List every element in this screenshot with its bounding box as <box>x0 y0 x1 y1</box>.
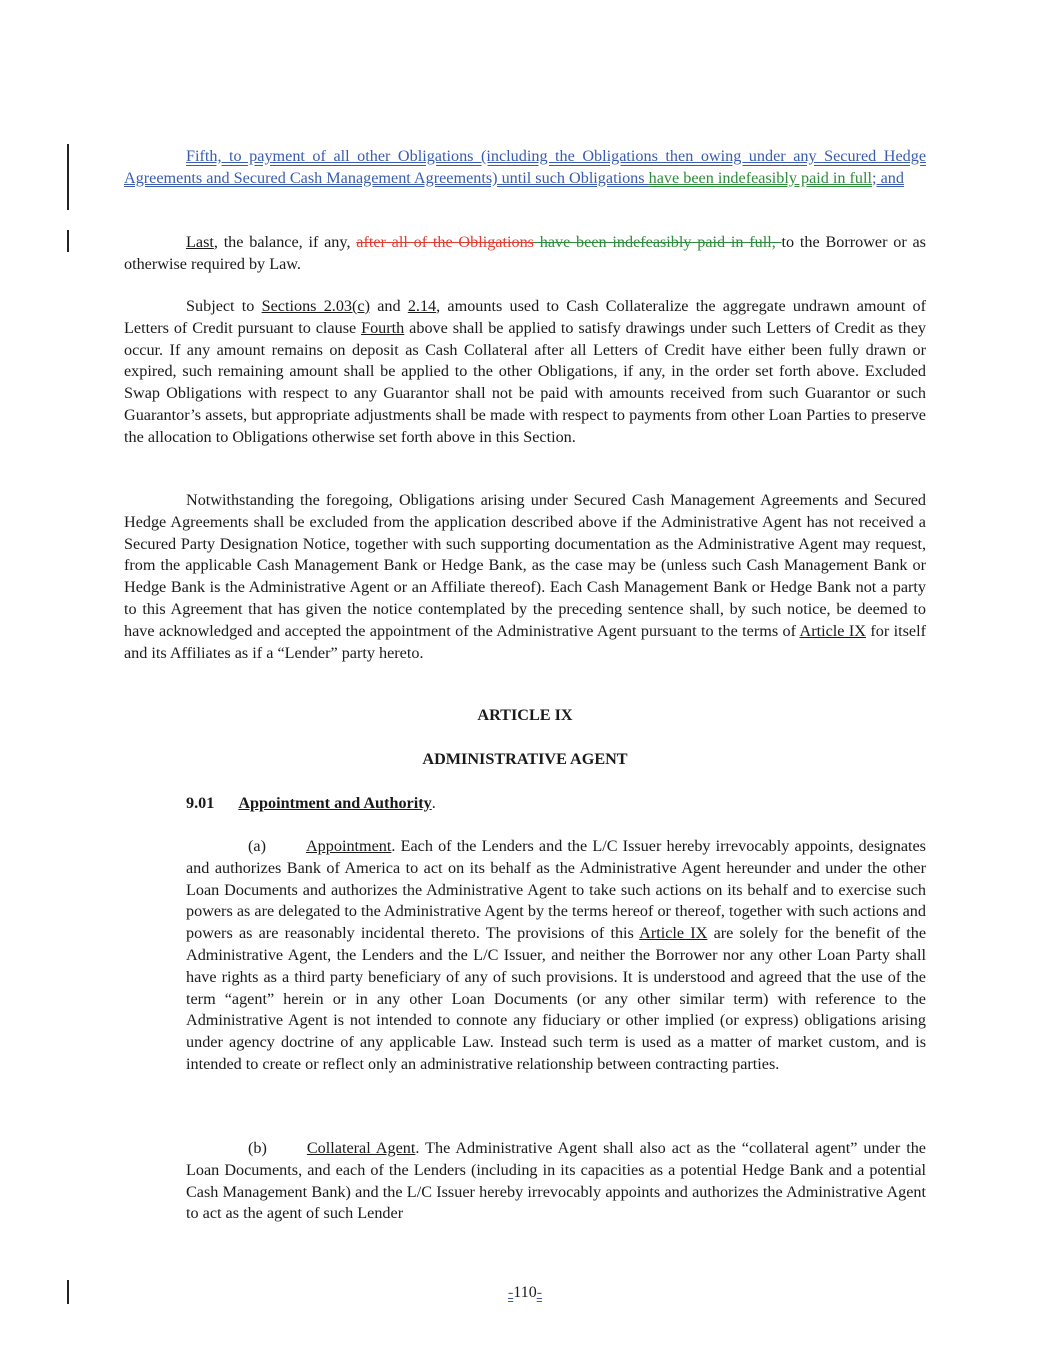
change-bar <box>67 230 69 252</box>
page-number <box>124 1284 926 1302</box>
para-a <box>186 836 926 1076</box>
text: , the balance, if any, <box>213 233 357 251</box>
para-b <box>186 1138 926 1225</box>
para-subject <box>124 296 926 449</box>
text: to the Borrower or as otherwise required by Law. <box>124 233 926 273</box>
para-fifth <box>124 146 926 190</box>
text: . The Administrative Agent shall also act as the “collateral agent” under the Loan Documents, and each of the Lenders (including in its capacities as a potential Hedge Bank and a potential Cash Management Bank) and the L/C Issuer hereby irrevocably appoints and authorizes the Administrative Agent to act as the agent of such Lender <box>186 1139 926 1223</box>
article-reference: Article IX <box>639 924 708 943</box>
text: above shall be applied to satisfy drawings under such Letters of Credit as they occur. If any amount remains on deposit as Cash Collateral after all Letters of Credit have either been fully drawn or expired, such remaining amount shall be applied to the other Obligations, if any, in the order set forth above. Excluded Swap Obligations with respect to any Guarantor shall not be paid with amounts received from such Guarantor or such Guarantor’s assets, but appropriate adjustments shall be made with respect to payments from other Loan Parties to preserve the allocation to Obligations otherwise set forth above in this Section. <box>124 318 926 446</box>
para-last <box>124 232 926 276</box>
inserted-text: have been indefeasibly paid in full <box>648 168 873 187</box>
item-label: (b) <box>248 1139 267 1157</box>
change-bar <box>67 1280 69 1304</box>
page-dash: - <box>536 1284 543 1301</box>
article-title: ADMINISTRATIVE AGENT <box>422 750 628 768</box>
text: . Each of the Lenders and the L/C Issuer hereby irrevocably appoints, designates and authorizes Bank of America to act on its behalf as the Administrative Agent hereunder and under the other Loan Documents and authorizes the Administrative Agent to take such actions on its behalf and to exercise such powers as are delegated to the Administrative Agent by the terms hereof or thereof, together with such actions and powers as are reasonably incidental thereto. The provisions of this <box>186 837 926 943</box>
para-notwithstanding <box>124 490 926 664</box>
section-title: Appointment and Authority <box>238 794 432 812</box>
clause-reference: Fourth <box>361 318 405 337</box>
section-period: . <box>431 794 436 812</box>
page-number-value: 110 <box>513 1284 537 1301</box>
inserted-text: ; and <box>872 168 904 187</box>
section-reference: Sections 2.03(c) <box>261 297 370 315</box>
item-heading: Collateral Agent <box>306 1139 416 1157</box>
deleted-text: have been indefeasibly paid in full, <box>533 233 782 251</box>
section-heading <box>186 794 436 813</box>
text: for itself and its Affiliates as if a “Lender” party hereto. <box>124 621 926 662</box>
defined-term: Last <box>186 233 214 251</box>
item-heading: Appointment <box>305 837 392 855</box>
text: are solely for the benefit of the Administrative Agent, the Lenders and the L/C Issuer, and neither the Borrower nor any other Loan Party shall have rights as a third party beneficiary of any of such provisions. It is understood and agreed that the use of the term “agent” herein or in any other Loan Documents (or any other similar term) with reference to the Administrative Agent is not intended to connote any fiduciary or other implied (or express) obligations arising under agency doctrine of any applicable Law. Instead such term is used as a matter of market custom, and is intended to create or reflect only an administrative relationship between contracting parties. <box>186 924 926 1073</box>
article-reference: Article IX <box>799 621 866 640</box>
change-bar <box>67 144 69 210</box>
item-label: (a) <box>248 837 266 855</box>
page-dash: - <box>507 1284 514 1301</box>
text: Notwithstanding the foregoing, Obligations arising under Secured Cash Management Agreements and Secured Hedge Agreements shall be excluded from the application described above if the Administrative Agent has not received a Secured Party Designation Notice, together with such supporting documentation as the Administrative Agent may request, from the applicable Cash Management Bank or Hedge Bank, as the case may be (unless such Cash Management Bank or Hedge Bank is the Administrative Agent or an Affiliate thereof). Each Cash Management Bank or Hedge Bank not a party to this Agreement that has given the notice contemplated by the preceding sentence shall, by such notice, be deemed to have acknowledged and accepted the appointment of the Administrative Agent pursuant to the terms of <box>124 491 926 640</box>
section-reference: 2.14 <box>407 297 437 315</box>
article-number: ARTICLE IX <box>477 706 573 724</box>
text: and <box>369 297 408 315</box>
text: , amounts used to Cash Collateralize the aggregate undrawn amount of Letters of Credit pursuant to clause <box>124 297 926 337</box>
text: Subject to <box>186 297 262 315</box>
deleted-text: after all of the Obligations <box>356 233 534 251</box>
inserted-text: Fifth, to payment of all other Obligations (including the Obligations then owing under any Secured Hedge Agreements and Secured Cash Management Agreements) until such Obligations <box>124 147 926 187</box>
section-number: 9.01 <box>186 794 215 812</box>
